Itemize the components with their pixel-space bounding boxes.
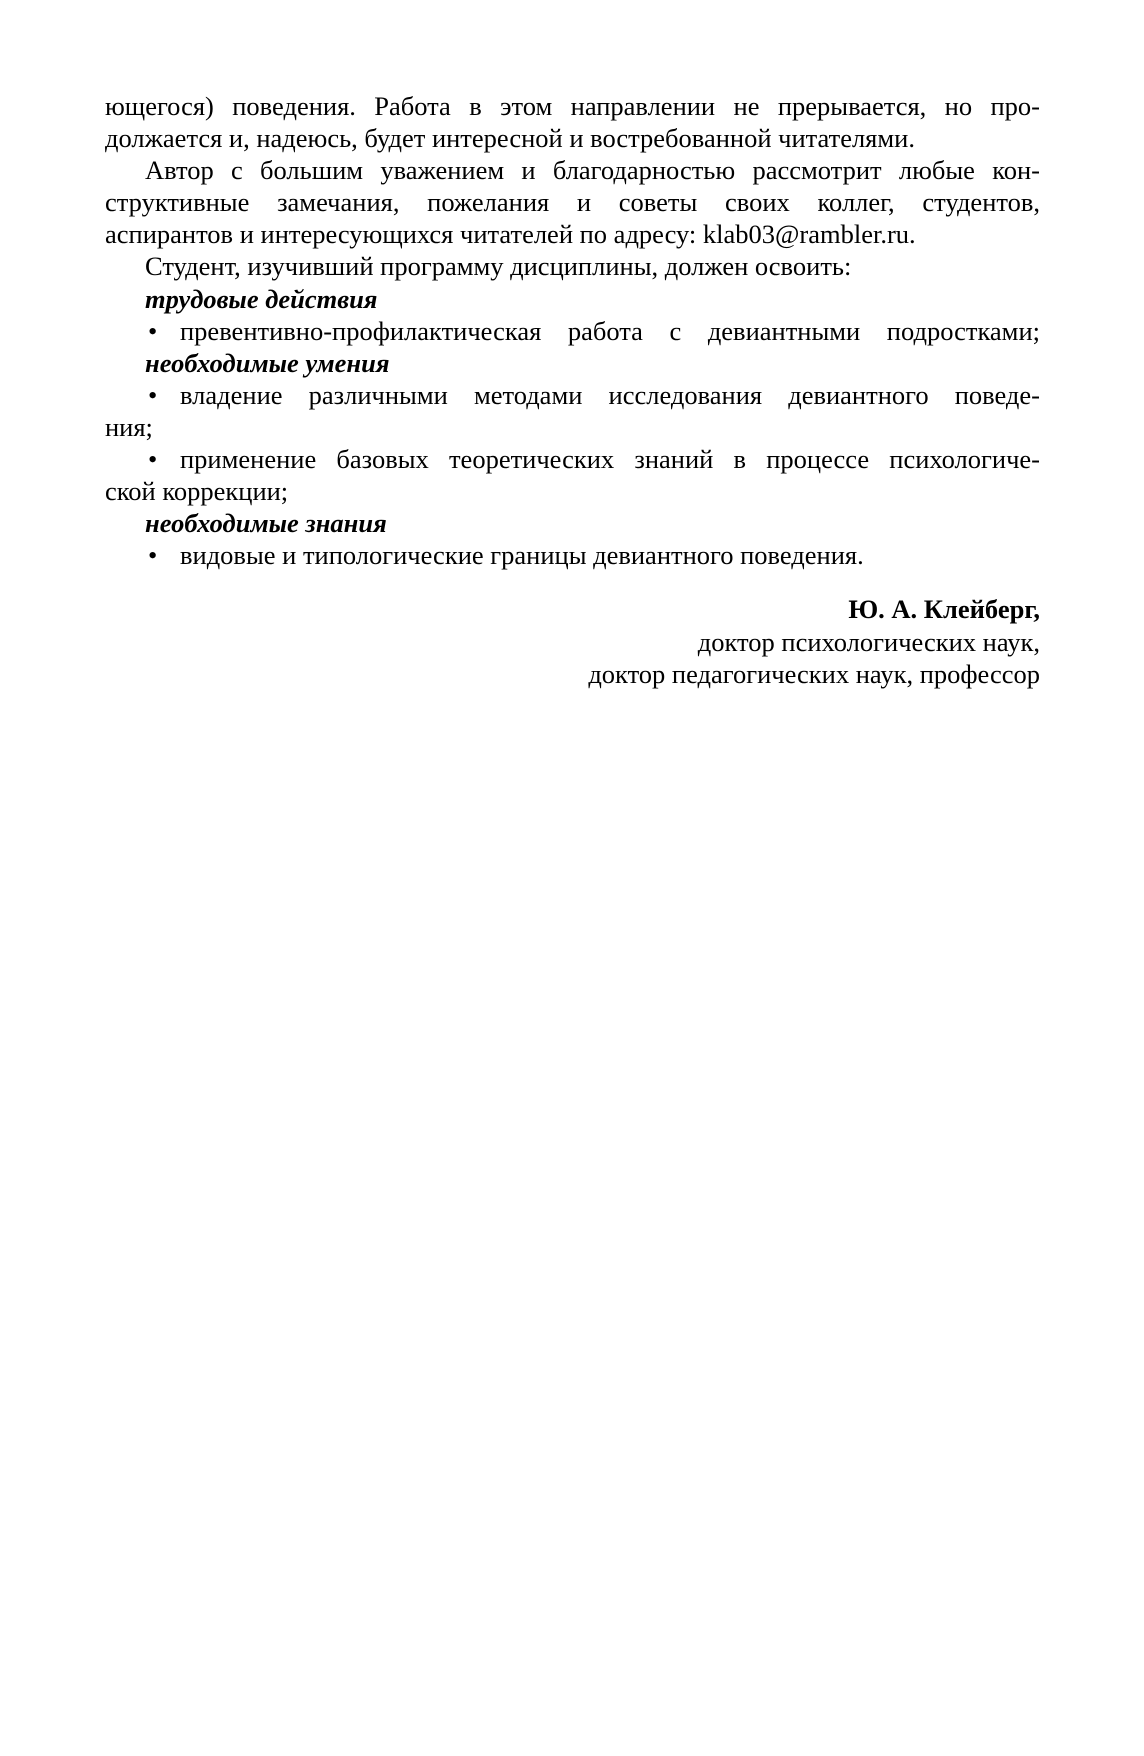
list-item-text: владение различными методами исследования девиантного поведе- [180,379,1040,410]
list-item-text: превентивно-профилактическая работа с девиантными подростками; [180,315,1040,346]
author-title: доктор психологических наук, [697,626,1040,657]
list-item-text: применение базовых теоретических знаний в процессе психологиче- [180,444,1040,475]
paragraph-line: структивные замечания, пожелания и советы своих коллег, студентов, [105,187,1040,218]
bullet-icon: • [148,315,158,346]
author-name: Ю. А. Клейберг, [848,594,1040,625]
section-heading: необходимые умения [145,347,390,378]
list-item-continuation: ской коррекции; [105,476,289,507]
list-item [105,379,1040,411]
author-title: доктор педагогических наук, профессор [588,658,1040,689]
paragraph-line: аспирантов и интересующихся читателей по адресу: klab03@rambler.ru. [105,219,916,250]
list-item [105,443,1040,475]
list-item-text: видовые и типологические границы девиантного поведения. [180,540,864,571]
list-item [105,539,1040,571]
section-heading: трудовые действия [145,283,378,314]
paragraph-line: ющегося) поведения. Работа в этом направлении не прерывается, но про- [105,91,1040,121]
spacer [105,571,1040,593]
document-page [105,90,1040,690]
bullet-icon: • [148,540,158,571]
list-item [105,315,1040,347]
section-heading: необходимые знания [145,508,387,539]
bullet-icon: • [148,379,158,410]
list-item-continuation: ния; [105,411,153,442]
paragraph-line: Автор с большим уважением и благодарностью рассмотрит любые кон- [145,155,1040,186]
bullet-icon: • [148,444,158,475]
intro-text: Студент, изучивший программу дисциплины, должен освоить: [145,251,852,282]
paragraph-line: должается и, надеюсь, будет интересной и востребованной читателями. [105,123,915,154]
